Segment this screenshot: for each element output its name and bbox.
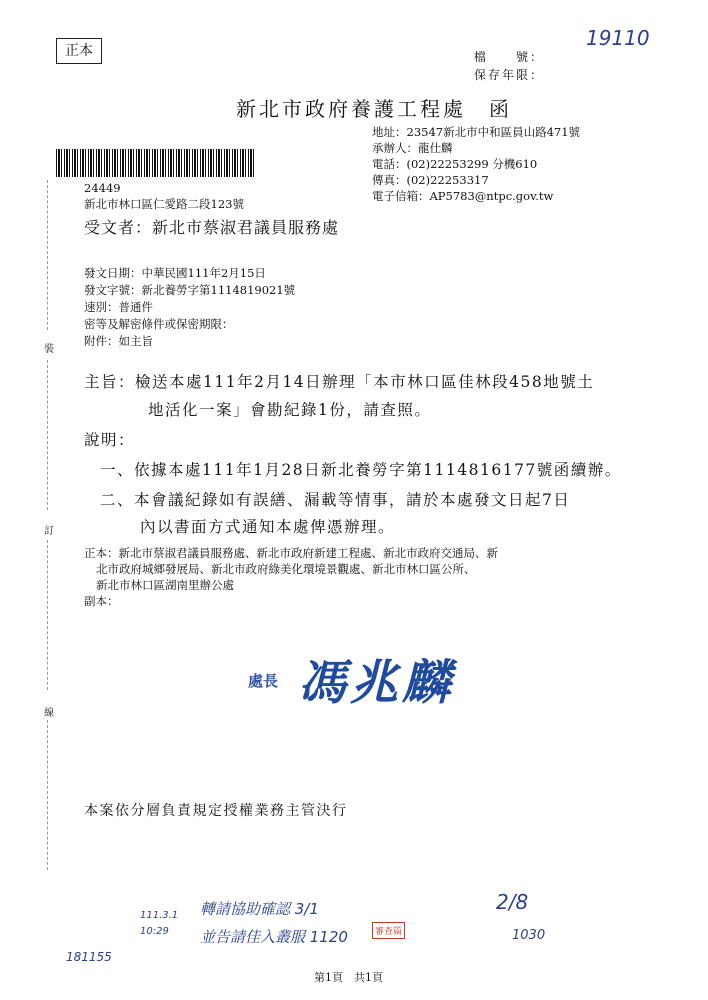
sender-fax: 傳真：(02)22253317 [372, 173, 489, 187]
handwritten-date: 111.3.1 [140, 910, 179, 921]
document-title: 新北市政府養護工程處 函 [236, 97, 512, 121]
binding-line-top [47, 180, 48, 330]
handwritten-time: 10:29 [140, 926, 169, 937]
copies-line-2: 北市政府城鄉發展局、新北市政府綠美化環境景觀處、新北市林口區公所、 [96, 562, 476, 576]
copies-line-1: 正本：新北市蔡淑君議員服務處、新北市政府新建工程處、新北市政府交通局、新 [84, 546, 498, 560]
signature-name: 馮兆麟 [298, 655, 455, 711]
cc-label: 副本： [84, 594, 119, 608]
binding-line-middle [47, 360, 48, 510]
handwritten-note-2: 並告請佳入叢服 1120 [200, 928, 348, 946]
delegation-note: 本案依分層負責規定授權業務主管決行 [84, 803, 348, 819]
barcode [56, 149, 256, 177]
explanation-label: 說明： [84, 431, 136, 449]
sender-address: 地址：23547新北市中和區員山路471號 [372, 125, 581, 139]
handwritten-note-1: 轉請協助確認 3/1 [200, 900, 319, 918]
explanation-item-1: 一、依據本處111年1月28日新北養勞字第1114816177號函續辦。 [100, 461, 622, 479]
handwritten-number-2: 181155 [66, 950, 112, 964]
subject-line-1: 主旨：檢送本處111年2月14日辦理「本市林口區佳林段458地號土 [84, 373, 595, 391]
copies-line-3: 新北市林口區湖南里辦公處 [96, 578, 234, 592]
speed-class: 速別：普通件 [84, 300, 153, 314]
confidentiality: 密等及解密條件或保密期限： [84, 317, 234, 331]
signature-title: 處長 [248, 672, 279, 690]
handwritten-number: 19110 [586, 26, 650, 50]
issue-date: 發文日期：中華民國111年2月15日 [84, 266, 266, 280]
subject-line-2: 地活化一案」會勘紀錄1份，請查照。 [148, 401, 432, 419]
explanation-item-2-line-1: 二、本會議紀錄如有誤繕、漏載等情事，請於本處發文日起7日 [100, 491, 571, 509]
sender-contact-person: 承辦人：龍仕麟 [372, 141, 453, 155]
red-stamp: 審查篇 [372, 922, 405, 939]
zip-code: 24449 [84, 181, 121, 195]
attachment: 附件：如主旨 [84, 334, 153, 348]
retention-label: 保存年限： [474, 68, 545, 82]
recipient: 受文者：新北市蔡淑君議員服務處 [84, 218, 340, 237]
handwritten-time-2: 1030 [512, 928, 546, 943]
explanation-item-2-line-2: 內以書面方式通知本處俾憑辦理。 [140, 518, 396, 536]
margin-mark-line: 線 [44, 708, 54, 719]
page-footer: 第1頁 共1頁 [314, 971, 383, 984]
binding-line-bottom [47, 720, 48, 870]
document-number: 發文字號：新北養勞字第1114819021號 [84, 283, 296, 297]
original-copy-label: 正本 [56, 38, 102, 64]
recipient-address: 新北市林口區仁愛路二段123號 [84, 197, 244, 211]
binding-line-lower [47, 540, 48, 690]
handwritten-initials: 2/8 [496, 890, 529, 914]
sender-phone: 電話：(02)22253299 分機610 [372, 157, 538, 171]
file-number-label: 檔 號： [474, 50, 545, 64]
margin-mark-staple: 訂 [44, 526, 54, 537]
margin-mark-bind: 裝 [44, 344, 54, 355]
sender-email: 電子信箱：AP5783@ntpc.gov.tw [372, 189, 554, 203]
